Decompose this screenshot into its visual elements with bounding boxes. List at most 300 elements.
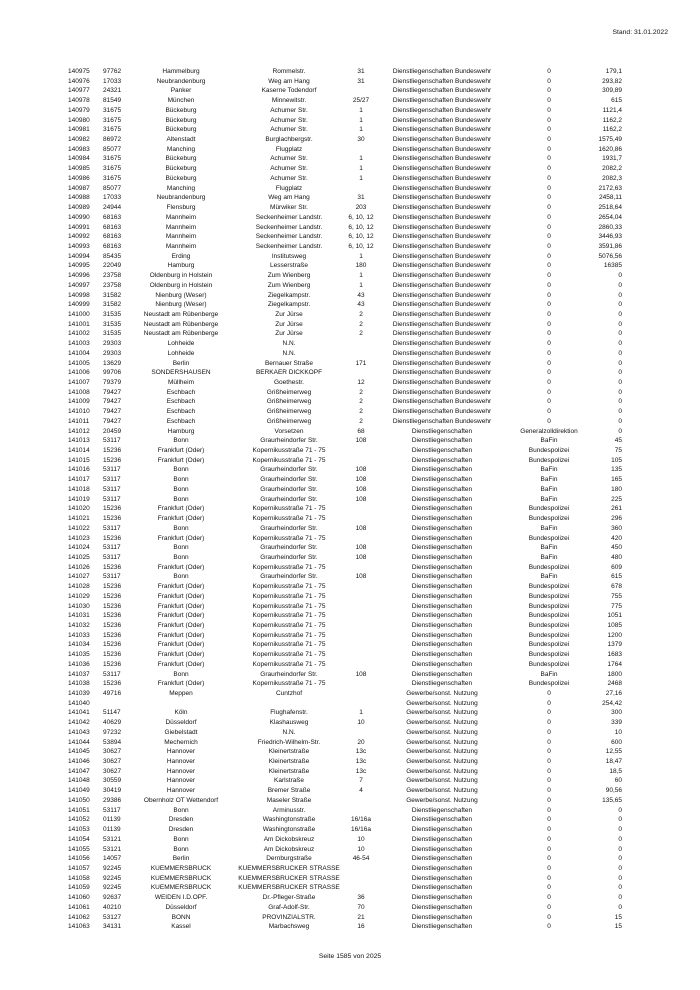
id-cell: 141060 (68, 894, 90, 902)
plz-cell: 68163 (103, 233, 122, 241)
street-cell: Graurheindorfer Str. (260, 495, 318, 503)
table-row (0, 96, 700, 106)
user-cell: 0 (547, 874, 551, 882)
city-cell: Bonn (173, 544, 189, 552)
value-cell: 1931,7 (602, 155, 622, 163)
value-cell: 600 (611, 738, 622, 746)
user-cell: Bundespolizei (528, 641, 570, 649)
table-row (0, 563, 700, 573)
usage-type-cell: Dienstliegenschaften (411, 534, 473, 542)
house-number-cell: 203 (355, 204, 367, 212)
street-cell: Seckenheimer Landstr. (255, 233, 323, 241)
city-cell: BONN (171, 913, 191, 921)
city-cell: Frankfurt (Oder) (157, 583, 205, 591)
value-cell: 0 (618, 310, 622, 318)
id-cell: 140979 (68, 106, 90, 114)
value-cell: 10 (614, 728, 622, 736)
value-cell: 0 (618, 806, 622, 814)
id-cell: 141032 (68, 621, 90, 629)
city-cell: Eschbach (166, 417, 196, 425)
value-cell: 0 (618, 884, 622, 892)
id-cell: 141005 (68, 359, 90, 367)
id-cell: 141058 (68, 874, 90, 882)
street-cell: Cuntzhof (275, 690, 303, 697)
id-cell: 141036 (68, 660, 90, 668)
house-number-cell: 108 (355, 485, 367, 493)
table-row (0, 922, 700, 932)
id-cell: 141028 (68, 583, 90, 591)
house-number-cell: 16/16a (351, 826, 371, 834)
city-cell: Oldenburg in Holstein (149, 272, 213, 280)
user-cell: 0 (547, 165, 551, 173)
user-cell: 0 (547, 699, 551, 707)
city-cell: Neubrandenburg (156, 77, 206, 85)
user-cell: BaFin (540, 485, 558, 493)
value-cell: 2082,2 (602, 165, 622, 173)
house-number-cell: 12 (357, 379, 365, 386)
plz-cell: 68163 (103, 223, 122, 231)
usage-type-cell: Gewerbe/sonst. Nutzung (406, 728, 478, 736)
city-cell: Bonn (173, 524, 189, 532)
value-cell: 0 (618, 369, 622, 377)
table-row (0, 77, 700, 87)
table-row (0, 640, 700, 650)
user-cell: 0 (547, 398, 551, 406)
value-cell: 300 (611, 709, 622, 717)
id-cell: 141038 (68, 680, 90, 688)
plz-cell: 17033 (103, 194, 122, 202)
table-row (0, 602, 700, 612)
value-cell: 0 (618, 330, 622, 338)
table-row (0, 553, 700, 563)
value-cell: 75 (614, 447, 622, 455)
plz-cell: 53117 (103, 573, 121, 581)
value-cell: 775 (611, 602, 622, 610)
house-number-cell: 21 (357, 913, 365, 921)
city-cell: Frankfurt (Oder) (157, 651, 205, 659)
house-number-cell: 6, 10, 12 (348, 213, 374, 221)
plz-cell: 15236 (103, 592, 122, 600)
street-cell: Kopernikusstraße 71 - 75 (252, 505, 326, 513)
city-cell: Bückeburg (165, 126, 197, 134)
table-row (0, 611, 700, 621)
id-cell: 141037 (68, 670, 90, 678)
house-number-cell: 108 (355, 670, 367, 678)
plz-cell: 14057 (103, 855, 122, 863)
table-row (0, 650, 700, 660)
plz-cell: 97762 (103, 68, 122, 75)
table-row (0, 378, 700, 388)
usage-type-cell: Dienstliegenschaften (411, 884, 473, 892)
house-number-cell: 108 (355, 544, 367, 552)
id-cell: 141001 (68, 320, 90, 328)
usage-type-cell: Dienstliegenschaften (411, 456, 473, 464)
user-cell: 0 (547, 252, 551, 260)
plz-cell: 29386 (103, 796, 122, 804)
user-cell: 0 (547, 719, 551, 727)
street-cell: Graurheindorfer Str. (260, 476, 318, 484)
plz-cell: 23758 (103, 281, 122, 289)
table-row (0, 728, 700, 738)
city-cell: Hannover (166, 748, 196, 756)
usage-type-cell: Dienstliegenschaften (411, 466, 473, 474)
plz-cell: 53117 (103, 466, 121, 474)
usage-type-cell: Dienstliegenschaften (411, 447, 473, 455)
city-cell: Oldenburg in Holstein (149, 281, 213, 289)
usage-type-cell: Dienstliegenschaften Bundeswehr (392, 116, 492, 124)
value-cell: 254,42 (602, 699, 622, 707)
value-cell: 225 (611, 495, 622, 503)
usage-type-cell: Dienstliegenschaften Bundeswehr (392, 252, 492, 260)
table-row (0, 359, 700, 369)
plz-cell: 49716 (103, 690, 122, 697)
usage-type-cell: Dienstliegenschaften (411, 563, 473, 571)
street-cell: Maseler Straße (266, 796, 312, 804)
plz-cell: 15236 (103, 651, 122, 659)
user-cell: BaFin (540, 524, 558, 532)
user-cell: Generalzolldirektion (520, 427, 578, 435)
street-cell: Ziegelkampstr. (267, 301, 311, 309)
usage-type-cell: Dienstliegenschaften (411, 631, 473, 639)
city-cell: Neustadt am Rübenberge (143, 310, 219, 318)
value-cell: 339 (611, 719, 622, 727)
plz-cell: 20459 (103, 427, 122, 435)
table-row (0, 281, 700, 291)
user-cell: Bundespolizei (528, 583, 570, 591)
table-row (0, 261, 700, 271)
table-row (0, 465, 700, 475)
usage-type-cell: Gewerbe/sonst. Nutzung (406, 690, 478, 697)
user-cell: 0 (547, 310, 551, 318)
user-cell: 0 (547, 126, 551, 134)
id-cell: 141024 (68, 544, 90, 552)
plz-cell: 81549 (103, 97, 122, 105)
table-row (0, 806, 700, 816)
plz-cell: 85435 (103, 252, 122, 260)
house-number-cell: 10 (357, 719, 365, 727)
usage-type-cell: Dienstliegenschaften (411, 903, 473, 911)
house-number-cell: 2 (359, 417, 363, 425)
plz-cell: 01139 (103, 826, 121, 834)
user-cell: 0 (547, 388, 551, 396)
street-cell: Zur Jürse (275, 320, 303, 328)
table-row (0, 427, 700, 437)
value-cell: 1200 (607, 631, 622, 639)
house-number-cell: 10 (357, 835, 365, 843)
table-row (0, 339, 700, 349)
id-cell: 141047 (68, 767, 90, 775)
id-cell: 141055 (68, 845, 90, 853)
city-cell: Bückeburg (165, 116, 197, 124)
user-cell: Bundespolizei (528, 515, 570, 523)
street-cell: Kleinertstraße (268, 767, 310, 775)
city-cell: Frankfurt (Oder) (157, 515, 205, 523)
user-cell: 0 (547, 330, 551, 338)
city-cell: Bonn (173, 670, 189, 678)
value-cell: 3446,93 (598, 233, 622, 241)
city-cell: Frankfurt (Oder) (157, 660, 205, 668)
city-cell: Frankfurt (Oder) (157, 447, 205, 455)
usage-type-cell: Dienstliegenschaften (411, 816, 473, 824)
id-cell: 141059 (68, 884, 90, 892)
id-cell: 140981 (68, 126, 90, 134)
street-cell: N.N. (282, 340, 296, 348)
city-cell: Mannheim (165, 242, 197, 250)
id-cell: 141004 (68, 349, 90, 357)
id-cell: 140993 (68, 242, 90, 250)
value-cell: 678 (611, 583, 622, 591)
usage-type-cell: Dienstliegenschaften Bundeswehr (392, 126, 492, 134)
id-cell: 141011 (68, 417, 90, 425)
value-cell: 1800 (607, 670, 622, 678)
id-cell: 141045 (68, 748, 90, 756)
user-cell: 0 (547, 77, 551, 85)
value-cell: 2654,04 (598, 213, 622, 221)
id-cell: 140987 (68, 184, 90, 192)
usage-type-cell: Dienstliegenschaften (411, 835, 473, 843)
usage-type-cell: Dienstliegenschaften Bundeswehr (392, 174, 492, 182)
city-cell: Manching (166, 145, 196, 153)
city-cell: Bonn (173, 573, 189, 581)
value-cell: 60 (614, 777, 622, 785)
id-cell: 141018 (68, 485, 90, 493)
id-cell: 140988 (68, 194, 90, 202)
id-cell: 141008 (68, 388, 90, 396)
house-number-cell: 43 (357, 301, 365, 309)
user-cell: 0 (547, 758, 551, 766)
value-cell: 615 (611, 573, 622, 581)
city-cell: Bückeburg (165, 165, 197, 173)
plz-cell: 31535 (103, 320, 122, 328)
plz-cell: 15236 (103, 447, 122, 455)
street-cell: Zur Jürse (275, 310, 303, 318)
usage-type-cell: Dienstliegenschaften (411, 641, 473, 649)
house-number-cell: 108 (355, 476, 367, 484)
street-cell: Kopernikusstraße 71 - 75 (252, 447, 326, 455)
usage-type-cell: Dienstliegenschaften (411, 894, 473, 902)
table-row (0, 417, 700, 427)
user-cell: Bundespolizei (528, 660, 570, 668)
street-cell: Kopernikusstraße 71 - 75 (252, 563, 326, 571)
street-cell: Graurheindorfer Str. (260, 670, 318, 678)
plz-cell: 15236 (103, 515, 122, 523)
city-cell: München (167, 97, 195, 105)
value-cell: 5076,56 (598, 252, 622, 260)
value-cell: 0 (618, 359, 622, 367)
id-cell: 141022 (68, 524, 90, 532)
plz-cell: 40629 (103, 719, 122, 727)
user-cell: 0 (547, 894, 551, 902)
house-number-cell: 1 (359, 155, 363, 163)
value-cell: 1162,2 (602, 116, 622, 124)
street-cell: Kleinertstraße (268, 758, 310, 766)
id-cell: 141049 (68, 787, 90, 795)
street-cell: Achumer Str. (270, 126, 308, 134)
usage-type-cell: Dienstliegenschaften Bundeswehr (392, 194, 492, 202)
street-cell: Zum Wienberg (267, 272, 311, 280)
user-cell: 0 (547, 272, 551, 280)
city-cell: Obernholz OT Wettendorf (143, 796, 219, 804)
value-cell: 3591,86 (598, 242, 622, 250)
house-number-cell: 171 (355, 359, 367, 367)
table-row (0, 631, 700, 641)
table-row (0, 592, 700, 602)
street-cell: Achumer Str. (270, 116, 308, 124)
street-cell: Graurheindorfer Str. (260, 553, 318, 561)
value-cell: 0 (618, 349, 622, 357)
id-cell: 141056 (68, 855, 90, 863)
house-number-cell: 108 (355, 524, 367, 532)
usage-type-cell: Gewerbe/sonst. Nutzung (406, 738, 478, 746)
value-cell: 135,65 (602, 796, 622, 804)
plz-cell: 31535 (103, 330, 122, 338)
user-cell: 0 (547, 242, 551, 250)
house-number-cell: 1 (359, 272, 363, 280)
plz-cell: 15236 (103, 505, 122, 513)
usage-type-cell: Dienstliegenschaften (411, 621, 473, 629)
table-row (0, 913, 700, 923)
id-cell: 140977 (68, 87, 90, 95)
table-row (0, 174, 700, 184)
house-number-cell: 108 (355, 553, 367, 561)
plz-cell: 92245 (103, 874, 122, 882)
table-row (0, 835, 700, 845)
id-cell: 140995 (68, 262, 90, 270)
street-cell: Klashausweg (269, 719, 309, 727)
city-cell: Nienburg (Weser) (155, 301, 207, 309)
city-cell: Bonn (173, 553, 189, 561)
usage-type-cell: Dienstliegenschaften (411, 855, 473, 863)
value-cell: 15 (614, 913, 622, 921)
house-number-cell: 108 (355, 573, 367, 581)
user-cell: 0 (547, 87, 551, 95)
id-cell: 141010 (68, 408, 90, 416)
city-cell: Hannover (166, 758, 196, 766)
city-cell: Hammelburg (162, 68, 200, 75)
city-cell: Nienburg (Weser) (155, 291, 207, 299)
table-row (0, 135, 700, 145)
house-number-cell: 180 (355, 262, 367, 270)
table-row (0, 164, 700, 174)
value-cell: 0 (618, 894, 622, 902)
street-cell: Kopernikusstraße 71 - 75 (252, 583, 326, 591)
table-row (0, 407, 700, 417)
city-cell: Bückeburg (165, 174, 197, 182)
table-row (0, 436, 700, 446)
usage-type-cell: Dienstliegenschaften (411, 573, 473, 581)
table-row (0, 232, 700, 242)
plz-cell: 15236 (103, 583, 122, 591)
city-cell: Lohheide (167, 349, 195, 357)
id-cell: 140992 (68, 233, 90, 241)
value-cell: 0 (618, 855, 622, 863)
street-cell: Grißheimerweg (266, 417, 312, 425)
value-cell: 2458,11 (598, 194, 622, 202)
table-row (0, 184, 700, 194)
street-cell: Flughafenstr. (270, 709, 308, 717)
plz-cell: 15236 (103, 612, 122, 620)
value-cell: 27,16 (605, 690, 622, 697)
value-cell: 1121,4 (602, 106, 622, 114)
street-cell: Lesserstraße (270, 262, 308, 270)
table-row (0, 786, 700, 796)
street-cell: Weg am Hang (268, 194, 310, 202)
id-cell: 141016 (68, 466, 90, 474)
user-cell: 0 (547, 864, 551, 872)
table-row (0, 815, 700, 825)
usage-type-cell: Dienstliegenschaften (411, 427, 473, 435)
usage-type-cell: Dienstliegenschaften Bundeswehr (392, 165, 492, 173)
plz-cell: 92245 (103, 884, 122, 892)
usage-type-cell: Gewerbe/sonst. Nutzung (406, 709, 478, 717)
table-row (0, 893, 700, 903)
id-cell: 140994 (68, 252, 90, 260)
table-row (0, 543, 700, 553)
city-cell: Frankfurt (Oder) (157, 641, 205, 649)
usage-type-cell: Dienstliegenschaften (411, 485, 473, 493)
usage-type-cell: Dienstliegenschaften Bundeswehr (392, 369, 492, 377)
table-row (0, 485, 700, 495)
house-number-cell: 2 (359, 388, 363, 396)
id-cell: 141040 (68, 699, 90, 707)
usage-type-cell: Dienstliegenschaften Bundeswehr (392, 87, 492, 95)
plz-cell: 53117 (103, 524, 121, 532)
table-row (0, 193, 700, 203)
house-number-cell: 68 (357, 427, 365, 435)
plz-cell: 31675 (103, 126, 122, 134)
city-cell: Bückeburg (165, 155, 197, 163)
usage-type-cell: Dienstliegenschaften Bundeswehr (392, 310, 492, 318)
usage-type-cell: Dienstliegenschaften Bundeswehr (392, 408, 492, 416)
usage-type-cell: Gewerbe/sonst. Nutzung (406, 767, 478, 775)
plz-cell: 92637 (103, 894, 122, 902)
plz-cell: 79427 (103, 417, 122, 425)
street-cell: Dr.-Pfleger-Straße (262, 894, 316, 902)
id-cell: 140996 (68, 272, 90, 280)
id-cell: 141061 (68, 903, 90, 911)
plz-cell: 31675 (103, 155, 122, 163)
user-cell: 0 (547, 291, 551, 299)
table-row (0, 883, 700, 893)
user-cell: 0 (547, 923, 551, 931)
value-cell: 0 (618, 340, 622, 348)
user-cell: 0 (547, 855, 551, 863)
plz-cell: 30559 (103, 777, 122, 785)
id-cell: 141006 (68, 369, 90, 377)
street-cell: Kopernikusstraße 71 - 75 (252, 456, 326, 464)
value-cell: 0 (618, 281, 622, 289)
city-cell: Bonn (173, 466, 189, 474)
usage-type-cell: Dienstliegenschaften Bundeswehr (392, 145, 492, 153)
plz-cell: 79427 (103, 408, 122, 416)
value-cell: 1764 (607, 660, 622, 668)
house-number-cell: 13c (355, 758, 367, 766)
value-cell: 1051 (607, 612, 622, 620)
city-cell: Eschbach (166, 408, 196, 416)
user-cell: Bundespolizei (528, 651, 570, 659)
usage-type-cell: Dienstliegenschaften Bundeswehr (392, 184, 492, 192)
id-cell: 140978 (68, 97, 90, 105)
user-cell: 0 (547, 97, 551, 105)
usage-type-cell: Dienstliegenschaften Bundeswehr (392, 349, 492, 357)
street-cell: Achumer Str. (270, 106, 308, 114)
id-cell: 141026 (68, 563, 90, 571)
house-number-cell: 6, 10, 12 (348, 223, 374, 231)
street-cell: KUEMMERSBRUCKER STRASSE (238, 864, 340, 872)
street-cell: Flugplatz (275, 184, 303, 192)
house-number-cell: 13c (355, 748, 367, 756)
id-cell: 141019 (68, 495, 90, 503)
